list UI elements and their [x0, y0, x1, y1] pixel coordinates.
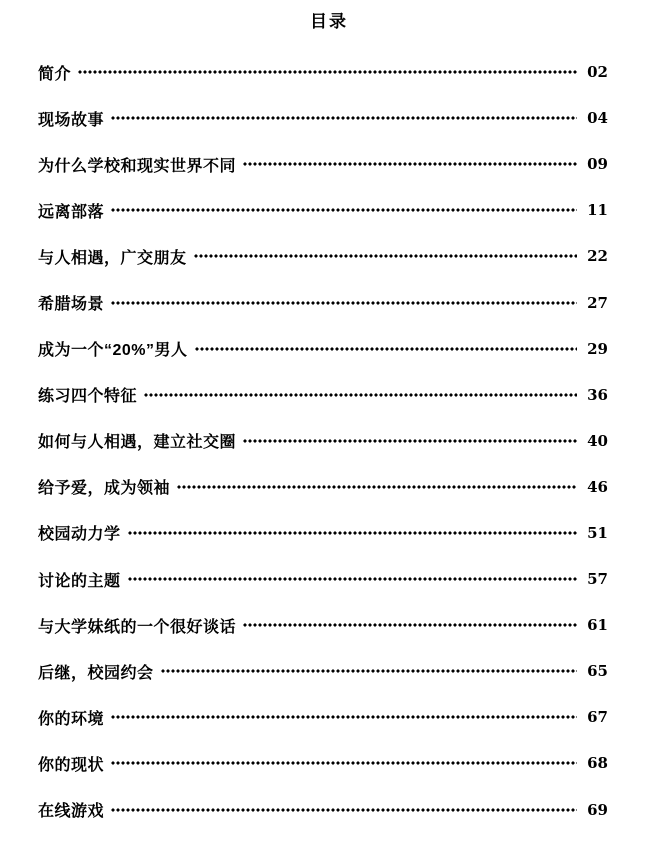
toc-entry-page-number: 02	[587, 63, 608, 82]
toc-entry-page-number: 61	[587, 616, 608, 635]
toc-entry-label: 远离部落	[38, 203, 105, 221]
toc-entry-page-number: 09	[587, 155, 608, 174]
toc-entry-page-number: 69	[587, 800, 608, 819]
toc-entry	[38, 141, 608, 187]
toc-entry-label: 你的环境	[38, 710, 105, 728]
toc-entry-page-number: 29	[587, 339, 608, 358]
dot-leader	[161, 669, 577, 673]
toc-entry-page-number: 22	[587, 247, 608, 266]
toc-entry	[38, 326, 608, 372]
toc-entry-page-number: 11	[587, 201, 608, 220]
table-of-contents	[38, 49, 608, 833]
toc-entry	[38, 95, 608, 141]
toc-entry-label: 与人相遇，广交朋友	[38, 249, 187, 267]
toc-entry-page-number: 65	[587, 662, 608, 681]
dot-leader	[128, 577, 577, 581]
toc-entry	[38, 464, 608, 510]
toc-entry	[38, 787, 608, 833]
dot-leader	[144, 393, 577, 397]
toc-entry-label: 后继，校园约会	[38, 664, 154, 682]
toc-entry-label: 简介	[38, 65, 72, 83]
dot-leader	[194, 254, 577, 258]
toc-entry	[38, 556, 608, 602]
toc-entry-label: 希腊场景	[38, 296, 105, 314]
dot-leader	[111, 808, 577, 812]
toc-entry	[38, 602, 608, 648]
toc-entry-page-number: 67	[587, 708, 608, 727]
document-page	[0, 12, 658, 854]
dot-leader	[111, 208, 577, 212]
toc-entry	[38, 49, 608, 95]
toc-entry-label: 为什么学校和现实世界不同	[38, 157, 237, 175]
toc-entry-label: 讨论的主题	[38, 572, 121, 590]
toc-entry-label: 成为一个“20%”男人	[38, 342, 188, 360]
toc-entry	[38, 187, 608, 233]
dot-leader	[111, 116, 577, 120]
toc-entry-page-number: 04	[587, 109, 608, 128]
dot-leader	[78, 70, 577, 74]
toc-entry-page-number: 40	[587, 431, 608, 450]
toc-entry-label: 在线游戏	[38, 803, 105, 821]
page-title: 目录	[310, 12, 348, 31]
dot-leader	[111, 715, 577, 719]
toc-entry-label: 练习四个特征	[38, 388, 138, 406]
toc-entry	[38, 418, 608, 464]
toc-entry-label: 校园动力学	[38, 526, 121, 544]
toc-entry	[38, 233, 608, 279]
toc-entry-page-number: 68	[587, 754, 608, 773]
dot-leader	[195, 347, 577, 351]
dot-leader	[177, 485, 577, 489]
dot-leader	[111, 301, 577, 305]
toc-entry-page-number: 46	[587, 477, 608, 496]
dot-leader	[243, 162, 577, 166]
toc-entry	[38, 740, 608, 786]
toc-entry-page-number: 57	[587, 570, 608, 589]
toc-entry	[38, 279, 608, 325]
toc-entry-label: 与大学妹纸的一个很好谈话	[38, 618, 237, 636]
toc-entry-page-number: 27	[587, 293, 608, 312]
toc-entry-label: 你的现状	[38, 756, 105, 774]
toc-entry-label: 如何与人相遇，建立社交圈	[38, 434, 237, 452]
page-header	[0, 12, 658, 32]
toc-entry	[38, 694, 608, 740]
toc-entry-label: 现场故事	[38, 111, 105, 129]
dot-leader	[243, 623, 577, 627]
dot-leader	[111, 761, 577, 765]
dot-leader	[243, 439, 577, 443]
dot-leader	[128, 531, 577, 535]
toc-entry	[38, 372, 608, 418]
toc-entry-label: 给予爱，成为领袖	[38, 480, 171, 498]
toc-entry	[38, 510, 608, 556]
toc-entry-page-number: 36	[587, 385, 608, 404]
toc-entry	[38, 648, 608, 694]
toc-entry-page-number: 51	[587, 523, 608, 542]
